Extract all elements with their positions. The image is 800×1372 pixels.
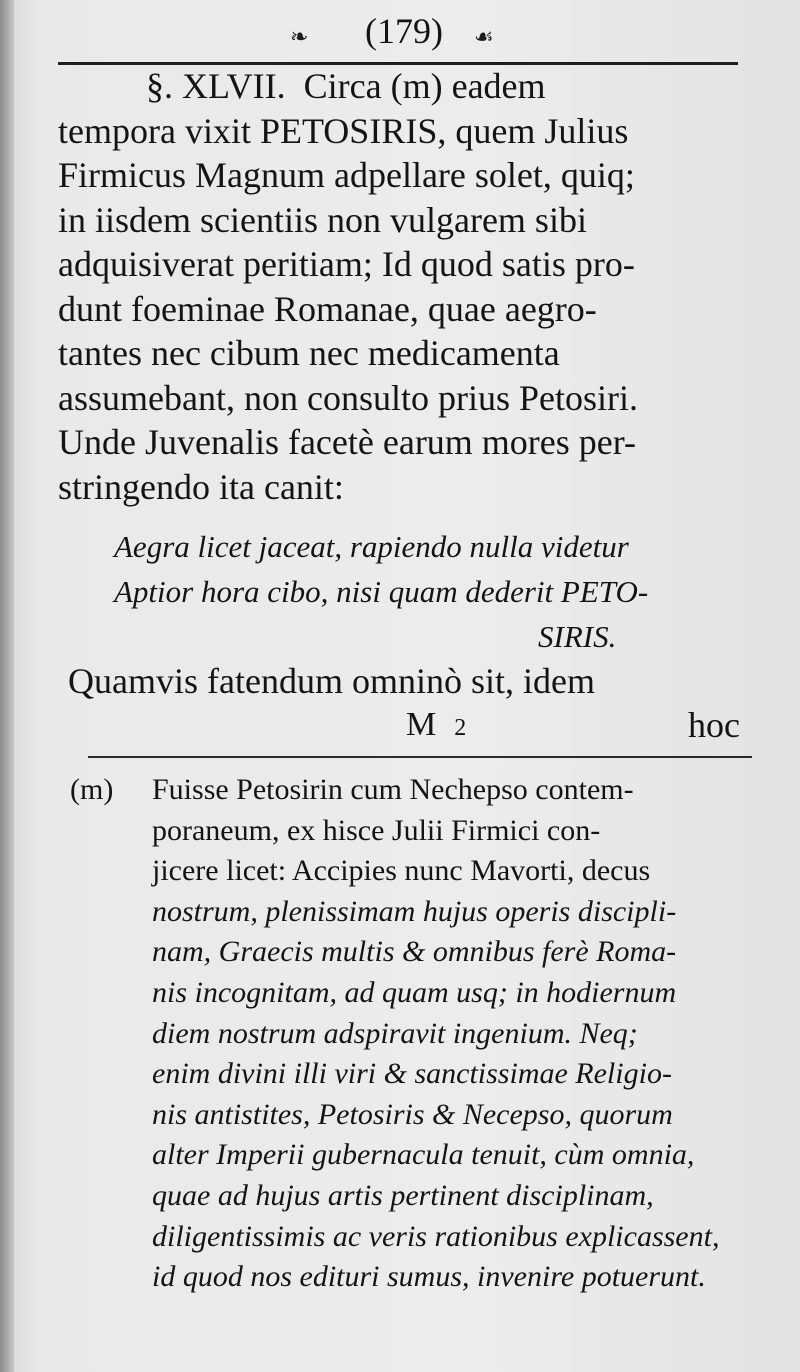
right-ornament-icon: ☙ [474,24,492,49]
footnote-body [152,770,766,1298]
left-ornament-icon: ❧ [290,24,307,49]
main-line: adquisiverat peritiam; Id quod satis pro- [58,244,635,284]
footnote-line: jicere licet: Accipies nunc Mavorti, decus [152,854,651,888]
continuation-line: Quamvis fatendum omninò sit, idem [68,661,595,701]
verse-line: Aptior hora cibo, nisi quam dederit PETO- [114,574,649,609]
page-number: (179) [365,11,443,51]
footnote-line: Fuisse Petosirin cum Nechepso contem- [152,773,634,806]
main-line: §. XLVII. Circa (m) eadem [146,66,546,106]
verse-line: SIRIS. [538,619,617,654]
signature-number: 2 [454,715,467,741]
footnote-line: quae ad hujus artis pertinent disciplinam, [152,1178,654,1212]
main-line: Unde Juvenalis facetè earum mores per- [58,422,637,462]
footnote-line: diligentissimis ac veris rationibus explicassent, [152,1219,720,1253]
continuation-text [68,658,758,704]
main-text-block [58,64,748,509]
verse-quotation [114,524,764,659]
main-line: assumebant, non consulto prius Petosiri. [58,377,638,418]
signature-mark [406,706,466,744]
footnote-marker: (m) [70,773,114,806]
page-header [0,10,800,54]
footnote-line: nis incognitam, ad quam usq; in hodiernum [152,975,677,1009]
signature-letter: M [406,706,437,743]
verse-line: Aegra licet jaceat, rapiendo nulla videtur [114,529,629,564]
footnote-line: alter Imperii gubernacula tenuit, cùm omnia, [152,1138,695,1172]
footnote-line: enim divini illi viri & sanctissimae Religio- [152,1057,672,1091]
main-line: Firmicus Magnum adpellare solet, quiq; [58,155,635,195]
footnote-line: nam, Graecis multis & omnibus ferè Roma- [152,935,677,969]
main-line: tantes nec cibum nec medicamenta [58,333,560,373]
main-line: dunt foeminae Romanae, quae aegro- [58,288,597,329]
footnote-line: id quod nos edituri sumus, invenire potuerunt. [152,1260,706,1294]
footnote-line: diem nostrum adspiravit ingenium. Neq; [152,1016,638,1050]
catchword: hoc [688,705,740,745]
main-line: tempora vixit PETOSIRIS, quem Julius [58,110,629,151]
main-line: in iisdem scientiis non vulgarem sibi [58,199,587,240]
footnote-line: nis antistites, Petosiris & Necepso, quorum [152,1097,673,1131]
main-line: stringendo ita canit: [58,466,344,507]
footnote-line: nostrum, plenissimam hujus operis discipli- [152,894,677,928]
page-gutter-shadow [0,0,14,1372]
footnote-line: poraneum, ex hisce Julii Firmici con- [152,813,601,847]
footnote-rule [88,756,752,758]
